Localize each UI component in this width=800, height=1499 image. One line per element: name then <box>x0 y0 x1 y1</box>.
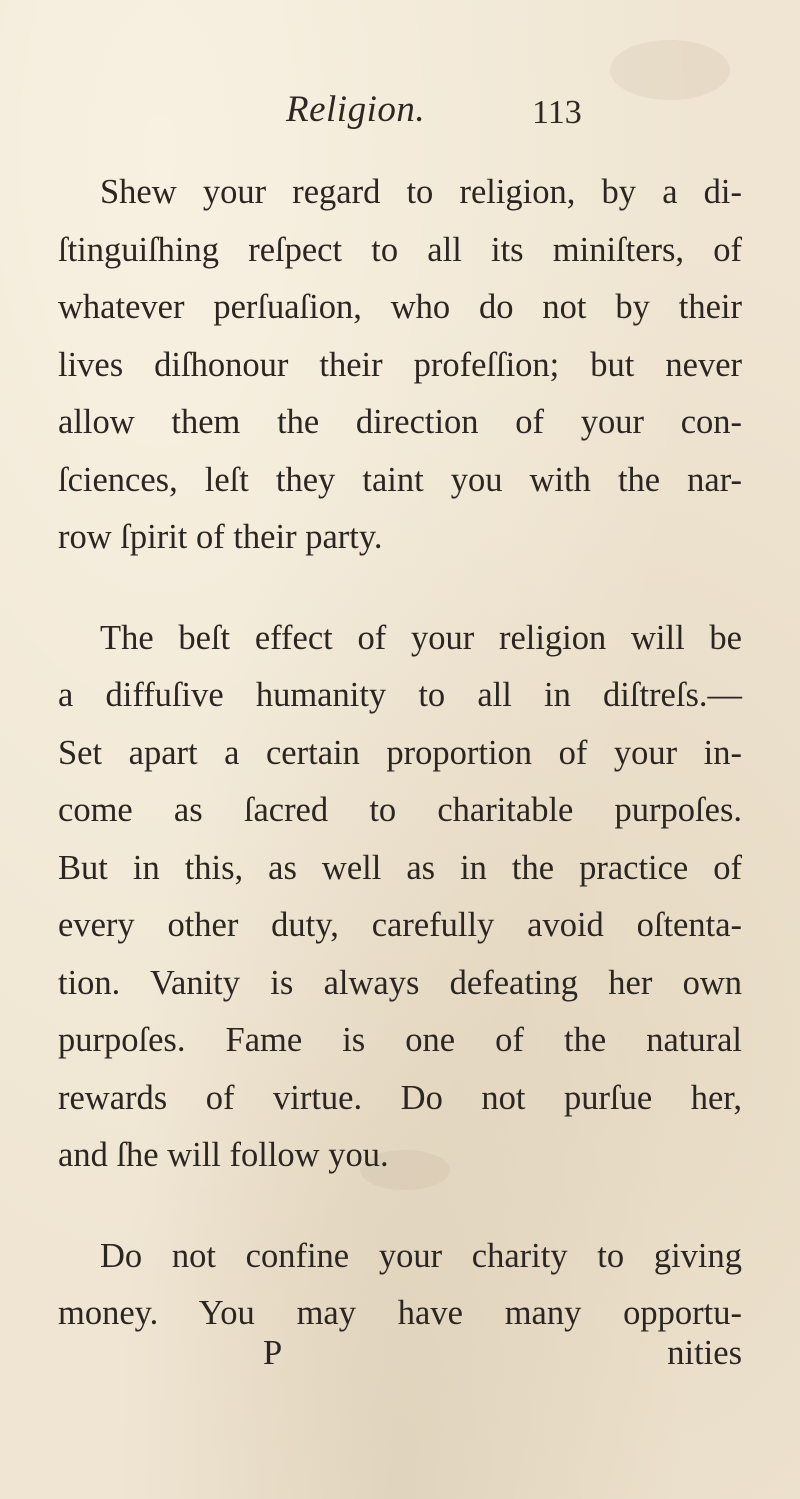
paragraph-gap <box>58 567 742 610</box>
text-line: lives diſhonour their profeſſion; but never <box>58 345 742 384</box>
text-line: row ſpirit of their party. <box>58 518 383 556</box>
text-line: ſtinguiſhing reſpect to all its miniſters, of <box>58 230 742 269</box>
text-line: But in this, as well as in the practice of <box>58 848 742 887</box>
paragraph <box>58 164 742 567</box>
running-title: Religion. <box>286 89 426 130</box>
body-text <box>58 164 742 1343</box>
text-line: ſciences, leſt they taint you with the nar- <box>58 460 742 499</box>
text-line: tion. Vanity is always defeating her own <box>58 963 742 1002</box>
text-line: allow them the direction of your con- <box>58 403 742 441</box>
text-line: Shew your regard to religion, by a di- <box>100 173 742 211</box>
text-line: come as ſacred to charitable purpoſes. <box>58 791 742 829</box>
paragraph <box>58 610 742 1185</box>
text-line: The beſt effect of your religion will be <box>100 618 742 657</box>
catch-line <box>58 1334 742 1384</box>
running-head <box>0 88 800 138</box>
paragraph-gap <box>58 1185 742 1228</box>
catchword: nities <box>667 1334 742 1372</box>
paragraph <box>58 1228 742 1343</box>
text-line: whatever perſuaſion, who do not by their <box>58 288 742 326</box>
text-line: rewards of virtue. Do not purſue her, <box>58 1078 742 1117</box>
text-line: purpoſes. Fame is one of the natural <box>58 1021 742 1059</box>
page-number: 113 <box>532 94 582 131</box>
text-line: and ſhe will follow you. <box>58 1136 389 1174</box>
text-line: money. You may have many opportu- <box>58 1294 742 1332</box>
text-line: every other duty, carefully avoid oſtenta- <box>58 906 742 944</box>
text-line: a diffuſive humanity to all in diſtreſs.— <box>58 676 742 714</box>
signature-mark: P <box>263 1334 283 1372</box>
text-line: Do not confine your charity to giving <box>100 1236 742 1275</box>
text-line: Set apart a certain proportion of your in- <box>58 733 742 772</box>
